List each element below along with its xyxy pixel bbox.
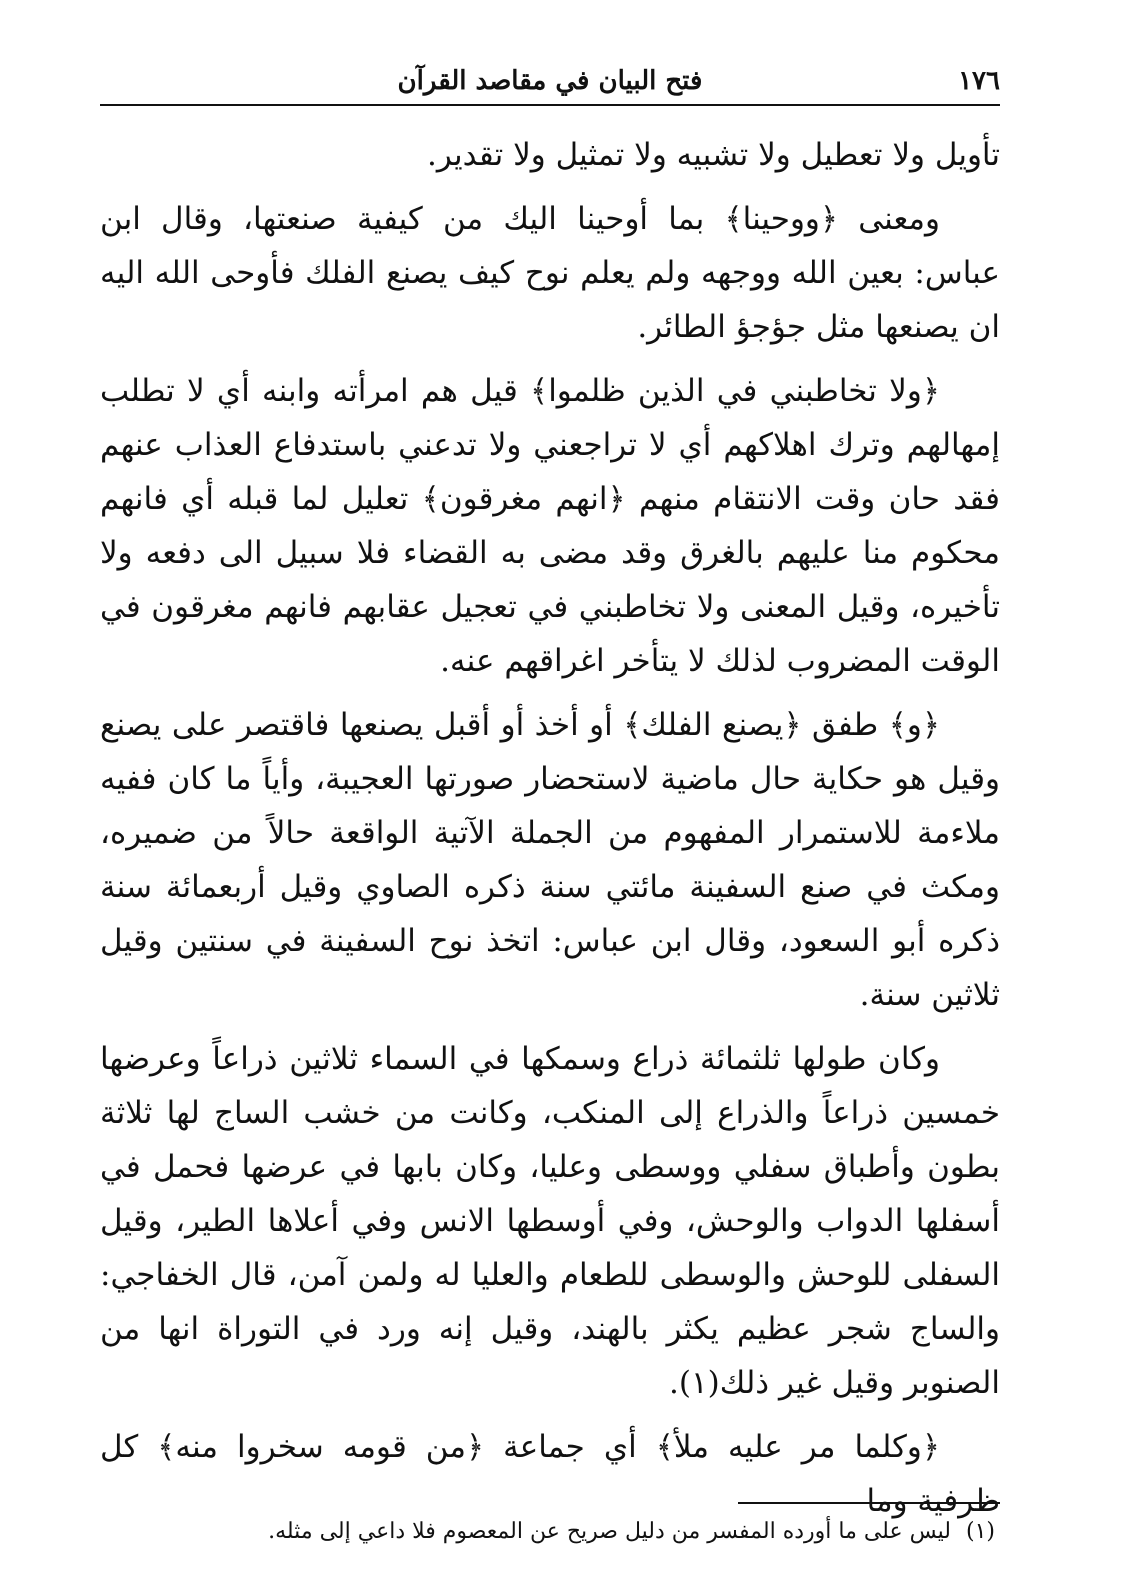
paragraph: ﴿ولا تخاطبني في الذين ظلموا﴾ قيل هم امرأته وابنه أي لا تطلب إمهالهم وترك اهلاكهم أي لا تراجعني ولا تدعني باستدفاع العذاب عنهم فقد حان وقت الانتقام منهم ﴿انهم مغرقون﴾ تعليل لما قبله أي فانهم محكوم منا عليهم بالغرق وقد مضى به القضاء فلا سبيل الى دفعه ولا تأخيره، وقيل المعنى ولا تخاطبني في تعجيل عقابهم فانهم مغرقون في الوقت المضروب لذلك لا يتأخر اغراقهم عنه. (100, 373, 1000, 679)
page-number: ١٧٦ (958, 66, 1000, 96)
footnote (100, 1512, 995, 1552)
page-header (100, 60, 1000, 104)
paragraph: ﴿وكلما مر عليه ملأ﴾ أي جماعة ﴿من قومه سخروا منه﴾ كل ظرفية وما (100, 1429, 1000, 1519)
footnote-rule (738, 1502, 1000, 1504)
paragraph: ﴿و﴾ طفق ﴿يصنع الفلك﴾ أو أخذ أو أقبل يصنعها فاقتصر على يصنع وقيل هو حكاية حال ماضية لاستحضار صورتها العجيبة، وأياً ما كان ففيه ملاءمة للاستمرار المفهوم من الجملة الآتية الواقعة حالاً من ضميره، ومكث في صنع السفينة مائتي سنة ذكره الصاوي وقيل أربعمائة سنة ذكره أبو السعود، وقال ابن عباس: اتخذ نوح السفينة في سنتين وقيل ثلاثين سنة. (100, 707, 1000, 1013)
header-rule (100, 104, 1000, 106)
footnote-text: ليس على ما أورده المفسر من دليل صريح عن المعصوم فلا داعي إلى مثله. (268, 1519, 951, 1544)
paragraph: ومعنى ﴿ووحينا﴾ بما أوحينا اليك من كيفية صنعتها، وقال ابن عباس: بعين الله ووجهه ولم يعلم نوح كيف يصنع الفلك فأوحى الله اليه ان يصنعها مثل جؤجؤ الطائر. (100, 201, 1000, 345)
paragraph-continuation: تأويل ولا تعطيل ولا تشبيه ولا تمثيل ولا تقدير. (427, 137, 1000, 173)
paragraph: وكان طولها ثلثمائة ذراع وسمكها في السماء ثلاثين ذراعاً وعرضها خمسين ذراعاً والذراع إلى المنكب، وكانت من خشب الساج لها ثلاثة بطون وأطباق سفلي ووسطى وعليا، وكان بابها في عرضها فحمل في أسفلها الدواب والوحش، وفي أوسطها الانس وفي أعلاها الطير، وقيل السفلى للوحش والوسطى للطعام والعليا له ولمن آمن، قال الخفاجي: والساج شجر عظيم يكثر بالهند، وقيل إنه ورد في التوراة انها من الصنوبر وقيل غير ذلك(١). (100, 1041, 1000, 1401)
footnote-marker: (١) (965, 1519, 995, 1544)
running-title: فتح البيان في مقاصد القرآن (397, 66, 703, 96)
main-text (100, 128, 1000, 1538)
